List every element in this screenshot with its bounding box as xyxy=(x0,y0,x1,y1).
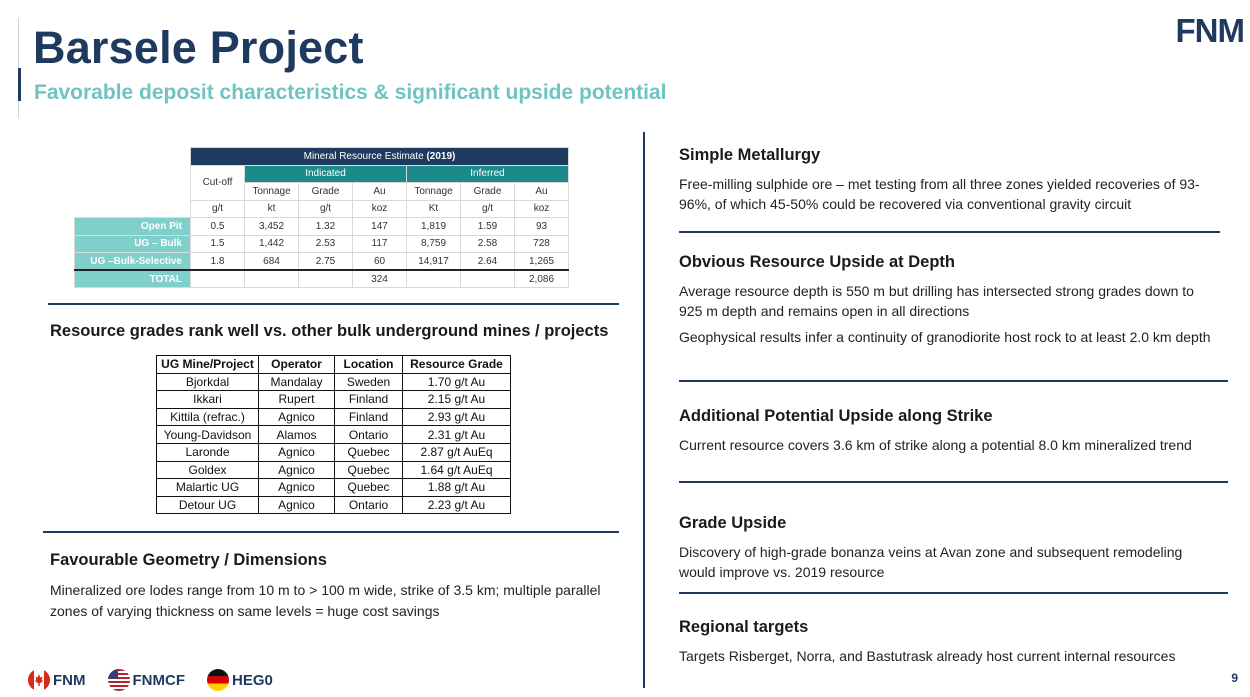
mre-row xyxy=(75,235,569,253)
mre-unit: g/t xyxy=(299,200,353,218)
mre-blank xyxy=(75,165,191,183)
ug-cell: Ontario xyxy=(335,426,403,444)
ug-cell: Agnico xyxy=(259,461,335,479)
mre-unit: kt xyxy=(245,200,299,218)
ug-cell: Agnico xyxy=(259,496,335,514)
ticker-fnm xyxy=(28,669,86,691)
mre-row-label: Open Pit xyxy=(75,218,191,236)
mre-col-header: Grade xyxy=(299,183,353,201)
mre-cell: 1.32 xyxy=(299,218,353,236)
mre-cell: 60 xyxy=(353,253,407,271)
table-row xyxy=(157,461,511,479)
mre-inferred-header: Inferred xyxy=(407,165,569,183)
mre-cell: 1.59 xyxy=(461,218,515,236)
ug-col-header: UG Mine/Project xyxy=(157,356,259,374)
geometry-text: Mineralized ore lodes range from 10 m to > 100 m wide, strike of 3.5 km; multiple parallel zones of varying thickness on same levels = huge cost savings xyxy=(50,582,601,619)
ticker-footer xyxy=(28,669,295,691)
mre-total-label: TOTAL xyxy=(75,270,191,288)
ug-cell: Agnico xyxy=(259,408,335,426)
mre-cell xyxy=(245,270,299,288)
mre-cell: 2.58 xyxy=(461,235,515,253)
ug-cell: 1.64 g/t AuEq xyxy=(403,461,511,479)
ticker-fnmcf xyxy=(108,669,186,691)
ug-cell: Agnico xyxy=(259,443,335,461)
page-number: 9 xyxy=(1231,671,1238,685)
ug-cell: Finland xyxy=(335,408,403,426)
ug-cell: Agnico xyxy=(259,479,335,497)
ug-cell: Bjorkdal xyxy=(157,373,259,391)
table-row xyxy=(157,496,511,514)
regional-text: Targets Risberget, Norra, and Bastutrask already host current internal resources xyxy=(679,648,1176,664)
canada-flag-icon xyxy=(28,669,50,691)
ug-col-header: Resource Grade xyxy=(403,356,511,374)
depth-heading: Obvious Resource Upside at Depth xyxy=(679,253,955,271)
mre-cell xyxy=(407,270,461,288)
ug-mines-table xyxy=(156,355,511,514)
ug-cell: 2.23 g/t Au xyxy=(403,496,511,514)
mre-cell: 728 xyxy=(515,235,569,253)
ticker-label: FNMCF xyxy=(132,671,185,689)
page-subtitle: Favorable deposit characteristics & significant upside potential xyxy=(34,81,667,104)
mre-cell: 1,442 xyxy=(245,235,299,253)
ug-cell: Ikkari xyxy=(157,391,259,409)
mre-cell: 2.64 xyxy=(461,253,515,271)
mre-cell: 2.75 xyxy=(299,253,353,271)
ticker-heg0 xyxy=(207,669,273,691)
mre-cell: 1.5 xyxy=(191,235,245,253)
ug-cell: Mandalay xyxy=(259,373,335,391)
mre-row xyxy=(75,253,569,271)
ug-cell: Rupert xyxy=(259,391,335,409)
ug-cell: Detour UG xyxy=(157,496,259,514)
geometry-heading: Favourable Geometry / Dimensions xyxy=(50,551,327,569)
ug-cell: 2.31 g/t Au xyxy=(403,426,511,444)
mre-col-header: Au xyxy=(515,183,569,201)
fnm-logo: FNM xyxy=(1175,12,1244,49)
germany-flag-icon xyxy=(207,669,229,691)
ug-cell: 2.93 g/t Au xyxy=(403,408,511,426)
mre-cell xyxy=(299,270,353,288)
regional-heading: Regional targets xyxy=(679,618,809,636)
mre-blank xyxy=(75,200,191,218)
mre-total-indicated-au: 324 xyxy=(353,270,407,288)
ug-cell: Finland xyxy=(335,391,403,409)
mre-cell: 1,819 xyxy=(407,218,461,236)
mre-row-label: UG –Bulk-Selective xyxy=(75,253,191,271)
mre-cell: 14,917 xyxy=(407,253,461,271)
table-row xyxy=(157,426,511,444)
metallurgy-heading: Simple Metallurgy xyxy=(679,146,821,164)
strike-heading: Additional Potential Upside along Strike xyxy=(679,407,993,425)
grade-upside-text: Discovery of high-grade bonanza veins at Avan zone and subsequent remodeling would improve vs. 2019 resource xyxy=(679,544,1183,580)
mre-unit: g/t xyxy=(191,200,245,218)
mre-total-inferred-au: 2,086 xyxy=(515,270,569,288)
grades-heading: Resource grades rank well vs. other bulk underground mines / projects xyxy=(50,322,609,340)
mineral-resource-table xyxy=(74,147,569,288)
mre-blank xyxy=(75,183,191,201)
depth-text-2: Geophysical results infer a continuity of granodiorite host rock to at least 2.0 km depth xyxy=(679,329,1211,345)
column-divider xyxy=(643,132,645,688)
mre-col-header: Tonnage xyxy=(245,183,299,201)
ug-cell: Quebec xyxy=(335,461,403,479)
ug-cell: Goldex xyxy=(157,461,259,479)
mre-caption: Mineral Resource Estimate (2019) xyxy=(191,148,569,166)
mre-cell: 0.5 xyxy=(191,218,245,236)
mre-total-row xyxy=(75,270,569,288)
mre-indicated-header: Indicated xyxy=(245,165,407,183)
left-accent-bar xyxy=(18,68,21,101)
table-row xyxy=(157,373,511,391)
table-row xyxy=(157,479,511,497)
ug-cell: 2.15 g/t Au xyxy=(403,391,511,409)
mre-unit: koz xyxy=(353,200,407,218)
table-row xyxy=(157,391,511,409)
mre-cell xyxy=(461,270,515,288)
ug-cell: 1.70 g/t Au xyxy=(403,373,511,391)
mre-cell: 3,452 xyxy=(245,218,299,236)
mre-cell: 684 xyxy=(245,253,299,271)
page-title: Barsele Project xyxy=(33,22,364,73)
metallurgy-text: Free-milling sulphide ore – met testing from all three zones yielded recoveries of 93-96%, of which 45-50% could be recovered via conventional gravity circuit xyxy=(679,176,1200,212)
divider xyxy=(679,380,1228,382)
mre-row-label: UG – Bulk xyxy=(75,235,191,253)
mre-cell: 93 xyxy=(515,218,569,236)
mre-unit: koz xyxy=(515,200,569,218)
ticker-label: FNM xyxy=(53,671,86,689)
ug-cell: Young-Davidson xyxy=(157,426,259,444)
mre-row xyxy=(75,218,569,236)
mre-cell: 1.8 xyxy=(191,253,245,271)
ug-cell: Laronde xyxy=(157,443,259,461)
mre-cell xyxy=(191,270,245,288)
divider xyxy=(679,592,1228,594)
ug-cell: Alamos xyxy=(259,426,335,444)
ug-cell: Sweden xyxy=(335,373,403,391)
divider xyxy=(48,303,619,305)
divider xyxy=(43,531,619,533)
depth-text-1: Average resource depth is 550 m but drilling has intersected strong grades down to 925 m depth and remains open in all directions xyxy=(679,283,1194,319)
divider xyxy=(679,481,1228,483)
mre-unit: g/t xyxy=(461,200,515,218)
mre-cell: 2.53 xyxy=(299,235,353,253)
ug-cell: 2.87 g/t AuEq xyxy=(403,443,511,461)
table-row xyxy=(157,408,511,426)
mre-col-header: Tonnage xyxy=(407,183,461,201)
divider xyxy=(679,231,1220,233)
ticker-label: HEG0 xyxy=(232,671,273,689)
mre-col-header: Au xyxy=(353,183,407,201)
mre-cell: 8,759 xyxy=(407,235,461,253)
mre-cell: 117 xyxy=(353,235,407,253)
mre-cutoff-header: Cut-off xyxy=(191,165,245,200)
ug-cell: Malartic UG xyxy=(157,479,259,497)
usa-flag-icon xyxy=(108,669,130,691)
mre-unit: Kt xyxy=(407,200,461,218)
ug-cell: Quebec xyxy=(335,479,403,497)
mre-cell: 1,265 xyxy=(515,253,569,271)
strike-text: Current resource covers 3.6 km of strike along a potential 8.0 km mineralized trend xyxy=(679,437,1192,453)
ug-cell: 1.88 g/t Au xyxy=(403,479,511,497)
mre-cell: 147 xyxy=(353,218,407,236)
ug-cell: Kittila (refrac.) xyxy=(157,408,259,426)
mre-col-header: Grade xyxy=(461,183,515,201)
ug-col-header: Operator xyxy=(259,356,335,374)
ug-cell: Quebec xyxy=(335,443,403,461)
table-row xyxy=(157,443,511,461)
ug-col-header: Location xyxy=(335,356,403,374)
ug-cell: Ontario xyxy=(335,496,403,514)
grade-upside-heading: Grade Upside xyxy=(679,514,787,532)
mre-blank xyxy=(75,148,191,166)
